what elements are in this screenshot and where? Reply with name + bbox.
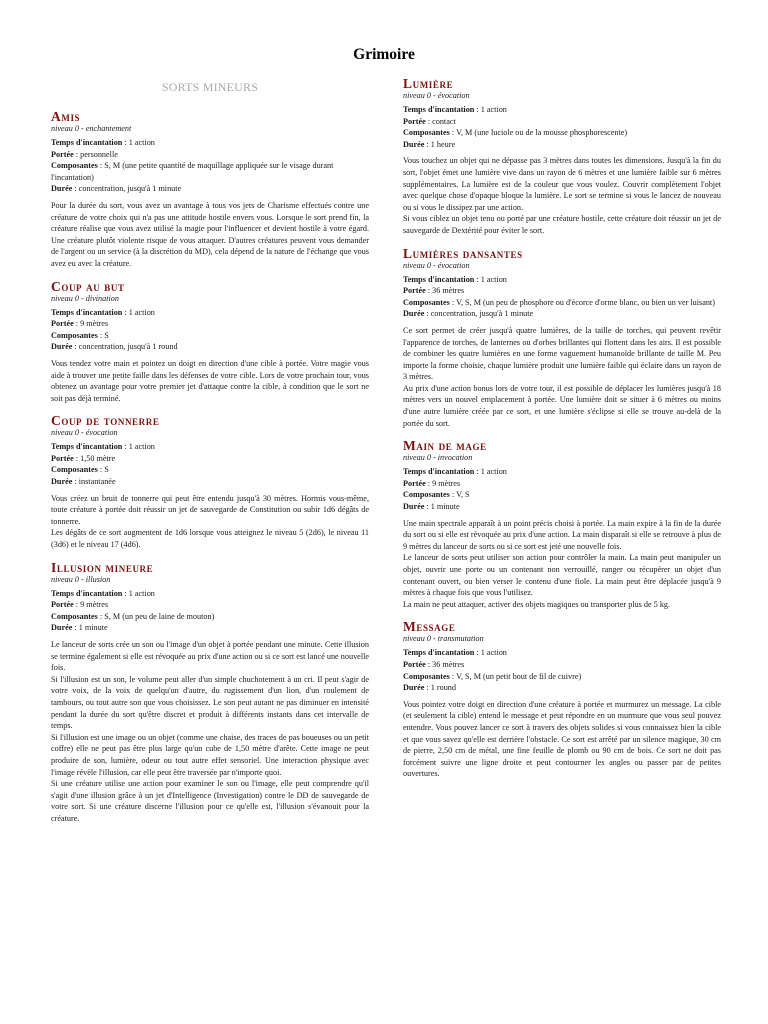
description-paragraph: Vous touchez un objet qui ne dépasse pas 3 mètres dans toutes les dimensions. Jusqu'à la fin du sort, l'objet émet une lumière vive dans un rayon de 6 mètres et une lumière faible sur 6 mètres supplémentaires. La lumière est de la couleur que vous voulez. Couvrir complètement l'objet avec quelque chose d'opaque bloque la lumière. Le sort se termine si vous le lancez de nouveau ou si vous le dissipez par une action. [403,156,721,212]
separator: : [97,161,105,171]
separator: : [424,502,431,512]
spell-duration [51,476,369,488]
spell-name: Message [403,619,456,635]
range-value: 9 mètres [80,319,109,329]
separator: : [425,116,433,126]
casting-time-label: Temps d'incantation [51,307,123,317]
duration-label: Durée [51,623,73,633]
description-paragraph: Le lanceur de sorts peut utiliser son action pour contrôler la main. La main peut manipuler un objet, ouvrir une porte ou un contenant non verrouillé, ranger ou récupérer un objet d'un contenant ouvert, ou bien verser le contenu d'une fiole. La main peut être déplacée jusqu'à 9 mètres à chaque fois que vous l'utilisez. [403,553,721,598]
duration-label: Durée [403,309,425,319]
duration-label: Durée [403,502,425,512]
spell-entry [403,619,721,780]
spell-entry [403,246,721,430]
spell-level: niveau 0 - transmutation [403,634,484,644]
separator: : [449,490,457,500]
range-label: Portée [403,659,426,669]
spell-range [403,478,721,490]
duration-value: 1 heure [430,139,456,149]
description-paragraph: Les dégâts de ce sort augmentent de 1d6 lorsque vous atteignez le niveau 5 (2d6), le niveau 11 (3d6) et le niveau 17 (4d6). [51,528,369,550]
description-paragraph: Si l'illusion est un son, le volume peut aller d'un simple chuchotement à un cri. Il peut s'agir de votre voix, de la voix de quelqu'un d'autre, du rugissement d'un lion, d'un roulement de tambours, ou tout autre son que vous choisissez. Le son peut autant ne pas diminuer en intensité pendant la durée du sort qu'être discret et produit à différents instants dans cet intervalle de temps. [51,674,369,731]
duration-label: Durée [51,184,73,194]
casting-time-value: 1 action [480,274,507,284]
description-paragraph: Ce sort permet de créer jusqu'à quatre lumières, de la taille de torches, qui peuvent revêtir l'apparence de torches, de lanternes ou d'orbes brillantes qui flottent dans les airs. Il est possible de combiner les quatre lumières en une forme vaguement humanoïde brillante de taille M. Peu importe la forme choisie, chaque lumière produit une lumière faible qui éclaire dans un rayon de 3 mètres. [403,325,721,382]
left-spell-list [51,109,369,825]
spell-description [403,155,721,236]
range-label: Portée [403,478,426,488]
range-label: Portée [403,286,426,296]
spell-casting-time [403,104,721,116]
spell-entry [51,279,369,405]
separator: : [73,453,81,463]
separator: : [449,128,457,138]
spell-range [403,116,721,128]
separator: : [474,274,481,284]
components-value: V, M (une luciole ou de la mousse phosphorescente) [456,128,628,138]
spell-casting-time [51,441,369,453]
spell-description [403,518,721,611]
components-value: S, M (une petite quantité de maquillage appliquée sur le visage durant l'incantation) [51,161,334,182]
duration-label: Durée [51,477,73,487]
casting-time-value: 1 action [480,467,507,477]
casting-time-label: Temps d'incantation [51,442,123,452]
spell-components [51,611,369,623]
spell-entry [403,438,721,610]
components-value: S [104,465,109,475]
spell-casting-time [403,274,721,286]
casting-time-value: 1 action [128,442,155,452]
separator: : [72,342,79,352]
spell-description [403,699,721,780]
spell-description [403,325,721,429]
separator: : [72,184,79,194]
spell-components [51,160,369,183]
spell-level: niveau 0 - enchantement [51,124,132,133]
description-paragraph: Vous créez un bruit de tonnerre qui peut être entendu jusqu'à 30 mètres. Hormis vous-même, toute créature à portée doit réussir un jet de sauvegarde de Constitution ou subir 1d6 dégâts de tonnerre. [51,493,369,526]
section-heading: SORTS MINEURS [161,80,259,94]
range-value: 9 mètres [432,478,461,488]
range-value: 36 mètres [432,659,465,669]
spell-range [51,453,369,465]
spell-range [51,599,369,611]
description-paragraph: Si une créature utilise une action pour examiner le son ou l'image, elle peut comprendre qu'il s'agit d'une illusion grâce à un jet d'Intelligence (Investigation) contre le DD de sauvegarde de votre sort. Si une créature discerne l'illusion pour ce qu'elle est, l'illusion s'évanouit pour la créature. [51,779,369,823]
spell-entry [51,560,369,825]
range-value: contact [432,116,456,126]
separator: : [474,105,481,114]
range-label: Portée [51,453,74,463]
separator: : [424,309,431,319]
separator: : [122,442,129,452]
casting-time-label: Temps d'incantation [403,274,475,284]
description-paragraph: Pour la durée du sort, vous avez un avantage à tous vos jets de Charisme effectués contre une créature de votre choix qui n'a pas une attitude hostile envers vous. Lorsque le sort prend fin, la créature réalise que vous avez utilisé la magie pour l'influencer et devient hostile à votre égard. Une créature plutôt violente risque de vous attaquer. D'autres créatures peuvent vous demander de l'argent ou un service (à la discrétion du MD), cela dépend de la nature de l'échange que vous avez eu avec la créature. [51,200,369,268]
components-label: Composantes [403,671,450,681]
spell-name: Lumière [403,76,454,91]
spell-level: niveau 0 - divination [51,293,119,303]
spell-duration [403,682,721,694]
components-value: S, M (un peu de laine de mouton) [104,611,215,621]
separator: : [449,297,457,307]
separator: : [97,611,105,621]
spell-description [51,200,369,270]
separator: : [72,623,79,633]
spell-description [51,358,369,404]
separator: : [425,478,433,488]
range-label: Portée [51,600,74,610]
range-label: Portée [51,149,74,159]
duration-value: 1 minute [78,623,108,633]
casting-time-label: Temps d'incantation [51,588,123,598]
spell-casting-time [51,588,369,600]
range-value: personnelle [80,149,118,159]
components-label: Composantes [51,330,98,340]
spell-casting-time [51,307,369,319]
spell-range [403,285,721,297]
spell-casting-time [51,137,369,149]
spell-level: niveau 0 - évocation [51,428,118,438]
casting-time-label: Temps d'incantation [403,467,475,477]
description-paragraph: Si vous ciblez un objet tenu ou porté par une créature hostile, cette créature doit réussir un jet de sauvegarde de Dextérité pour éviter le sort. [403,214,721,235]
spell-duration [51,622,369,634]
description-paragraph: Le lanceur de sorts crée un son ou l'image d'un objet à portée pendant une minute. Cette illusion se termine également si elle est révoquée au prix d'une action ou si ce sort est lancé une nouvelle fois. [51,640,369,673]
description-paragraph: Vous pointez votre doigt en direction d'une créature à portée et murmurez un message. La cible (et seulement la cible) entend le message et peut répondre en un murmure que vous seul pouvez entendre. Vous pouvez lancer ce sort à travers des objets solides si vous connaissez bien la cible et que vous savez qu'elle est derrière l'obstacle. Ce sort est arrêté par un silence magique, 30 cm de pierre, 2,50 cm de métal, une fine feuille de plomb ou 90 cm de bois. Ce sort ne doit pas forcément suivre une ligne droite et peut contourner les angles ou passer par de petites ouvertures. [403,699,721,779]
spell-level: niveau 0 - invocation [403,453,473,463]
range-label: Portée [51,319,74,329]
separator: : [72,477,79,487]
duration-value: instantanée [78,477,116,487]
range-value: 36 mètres [432,286,465,296]
separator: : [122,588,129,598]
spell-duration [403,139,721,151]
document-title: Grimoire [353,46,415,63]
separator: : [97,465,105,475]
right-column [403,76,721,789]
casting-time-value: 1 action [128,588,155,598]
separator: : [73,149,81,159]
spell-name: Illusion mineure [51,559,154,575]
spell-entry [51,109,369,270]
separator: : [424,139,431,149]
spell-components [403,297,721,309]
components-label: Composantes [51,465,98,475]
spell-duration [51,341,369,353]
description-paragraph: Vous tendez votre main et pointez un doigt en direction d'une cible à portée. Votre magie vous aide à trouver une petite faille dans les défenses de votre cible. Lors de votre prochain tour, vous obtenez un avantage pour votre premier jet d'attaque contre la cible, à condition que le sort ne soit pas déjà terminé. [51,358,369,403]
components-label: Composantes [51,611,98,621]
duration-label: Durée [403,683,425,693]
duration-value: concentration, jusqu'à 1 minute [78,184,182,194]
range-value: 1,50 mètre [80,453,116,463]
description-paragraph: Si l'illusion est une image ou un objet (comme une chaise, des traces de pas boueuses ou un petit coffre) elle ne peut pas être plus large qu'un cube de 1,50 mètre d'arête. Cette image ne peut produire de son, lumière, odeur ou tout autre effet sensoriel. Une interaction physique avec l'image révèle l'illusion, car elle peut être traversée par n'importe quoi. [51,732,369,777]
right-spell-list [403,76,721,780]
duration-value: concentration, jusqu'à 1 round [78,342,178,352]
casting-time-label: Temps d'incantation [403,105,475,114]
separator: : [97,330,105,340]
spell-level: niveau 0 - évocation [403,260,470,270]
components-label: Composantes [403,490,450,500]
separator: : [425,286,433,296]
spell-components [51,330,369,342]
components-value: V, S [456,490,470,500]
components-label: Composantes [403,128,450,138]
spell-name: Lumières dansantes [403,245,523,261]
spell-components [403,671,721,683]
separator: : [449,671,457,681]
spell-casting-time [403,647,721,659]
components-label: Composantes [51,161,98,171]
separator: : [73,319,81,329]
spell-name: Amis [51,109,81,124]
separator: : [122,138,129,147]
separator: : [474,467,481,477]
spell-level: niveau 0 - évocation [403,91,470,100]
spell-range [51,318,369,330]
duration-value: concentration, jusqu'à 1 minute [430,309,534,319]
components-value: V, S, M (un peu de phosphore ou d'écorce d'orme blanc, ou bien un ver luisant) [456,297,715,307]
spell-name: Coup de tonnerre [51,413,160,429]
casting-time-value: 1 action [480,648,507,658]
separator: : [424,683,431,693]
description-paragraph: La main ne peut attaquer, activer des objets magiques ou transporter plus de 5 kg. [403,599,671,609]
spell-range [403,659,721,671]
casting-time-label: Temps d'incantation [51,138,123,147]
duration-label: Durée [403,139,425,149]
spell-duration [403,308,721,320]
duration-label: Durée [51,342,73,352]
components-label: Composantes [403,297,450,307]
separator: : [425,659,433,669]
spell-entry [51,413,369,550]
spell-entry [403,76,721,237]
components-value: V, S, M (un petit bout de fil de cuivre) [456,671,582,681]
spell-casting-time [403,466,721,478]
spell-duration [403,501,721,513]
separator: : [474,648,481,658]
spell-range [51,149,369,161]
range-label: Portée [403,116,426,126]
spell-components [51,464,369,476]
spell-name: Main de mage [403,438,487,454]
duration-value: 1 minute [430,502,460,512]
spell-components [403,127,721,139]
components-value: S [104,330,109,340]
duration-value: 1 round [430,683,456,693]
spell-components [403,489,721,501]
description-paragraph: Une main spectrale apparaît à un point précis choisi à portée. La main expire à la fin de la durée du sort ou si elle est révoquée au prix d'une action. La main disparaît si elle se retrouve à plus de 9 mètres du lanceur de sorts ou si ce sort est jeté une nouvelle fois. [403,518,721,551]
separator: : [122,307,129,317]
spell-description [51,493,369,551]
spell-name: Coup au but [51,278,125,294]
casting-time-value: 1 action [128,307,155,317]
casting-time-label: Temps d'incantation [403,648,475,658]
left-column [51,78,369,834]
casting-time-value: 1 action [480,105,507,114]
spell-description [51,639,369,825]
separator: : [73,600,81,610]
spell-level: niveau 0 - illusion [51,574,111,584]
description-paragraph: Au prix d'une action bonus lors de votre tour, il est possible de déplacer les lumières jusqu'à 18 mètres vers un nouvel emplacement à portée. Une lumière doit se situer à 6 mètres ou moins d'une autre lumière créée par ce sort, et une lumière s'éclipse si elle se trouve au-delà de la portée du sort. [403,383,721,428]
range-value: 9 mètres [80,600,109,610]
spell-duration [51,183,369,195]
casting-time-value: 1 action [128,138,155,147]
